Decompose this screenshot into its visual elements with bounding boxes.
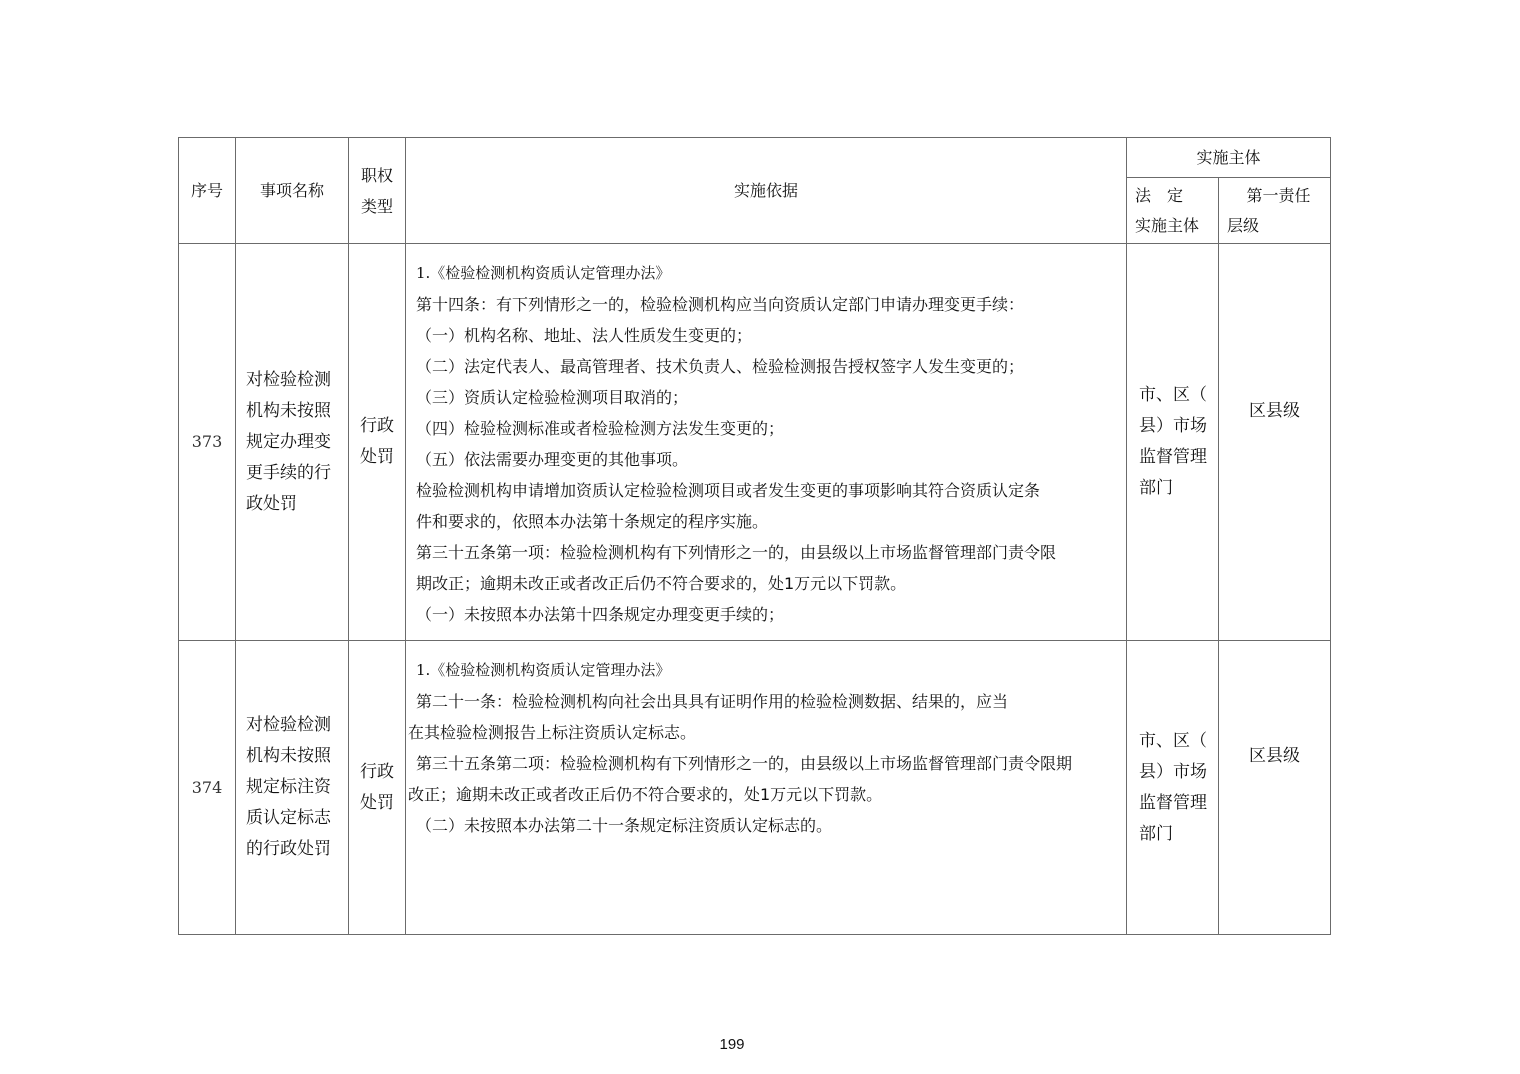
- header-legal-subject: [1127, 178, 1219, 244]
- name-line: 政处罚: [246, 493, 297, 514]
- name-line: 机构未按照: [246, 746, 331, 766]
- type-line: 处罚: [360, 792, 394, 813]
- subject-line: 监督管理: [1139, 447, 1207, 467]
- table-row: [179, 641, 1331, 935]
- subject-line: 县）市场: [1139, 761, 1207, 782]
- row-legal-subject: [1127, 641, 1219, 935]
- level-text: 区县级: [1249, 400, 1300, 421]
- basis-line: 第十四条：有下列情形之一的，检验检测机构应当向资质认定部门申请办理变更手续：: [416, 295, 1025, 314]
- subject-line: 市、区（: [1139, 730, 1207, 751]
- basis-line: （二）未按照本办法第二十一条规定标注资质认定标志的。: [416, 816, 833, 835]
- header-basis-text: 实施依据: [733, 180, 798, 200]
- header-legal-subject-line2: 实施主体: [1135, 215, 1200, 235]
- subject-line: 部门: [1139, 823, 1173, 844]
- basis-line: 在其检验检测报告上标注资质认定标志。: [408, 723, 697, 742]
- name-line: 对检验检测: [246, 369, 331, 390]
- header-power-type: [349, 138, 406, 244]
- name-line: 对检验检测: [246, 715, 331, 735]
- header-power-type-line2: 类型: [360, 196, 393, 216]
- row-first-level: [1219, 641, 1331, 935]
- basis-line: 1.《检验检测机构资质认定管理办法》: [416, 264, 671, 282]
- basis-line: （四）检验检测标准或者检验检测方法发生变更的；: [416, 419, 785, 438]
- header-subject-group-text: 实施主体: [1196, 147, 1261, 167]
- header-basis: [406, 138, 1127, 244]
- row-power-type: [349, 641, 406, 935]
- level-text: 区县级: [1249, 746, 1300, 766]
- name-line: 规定办理变: [246, 431, 331, 452]
- basis-line: （五）依法需要办理变更的其他事项。: [416, 450, 689, 469]
- name-line: 的行政处罚: [246, 839, 331, 859]
- basis-line: 件和要求的，依照本办法第十条规定的程序实施。: [416, 512, 769, 531]
- header-row-1: [179, 138, 1331, 178]
- header-first-level-line1: 第一责任: [1246, 185, 1311, 205]
- header-first-level-line2: 层级: [1227, 215, 1260, 235]
- type-line: 行政: [360, 761, 394, 782]
- header-seq-text: 序号: [190, 180, 223, 200]
- type-line: 处罚: [360, 447, 394, 467]
- subject-line: 监督管理: [1139, 792, 1207, 813]
- basis-line: （一）未按照本办法第十四条规定办理变更手续的；: [416, 605, 785, 624]
- basis-line: 第二十一条：检验检测机构向社会出具具有证明作用的检验检测数据、结果的，应当: [416, 692, 1009, 711]
- basis-line: （三）资质认定检验检测项目取消的；: [416, 388, 689, 407]
- header-legal-subject-line1: 法 定: [1135, 185, 1184, 205]
- subject-line: 县）市场: [1139, 416, 1207, 436]
- name-line: 机构未按照: [246, 400, 331, 421]
- subject-line: 市、区（: [1139, 385, 1207, 405]
- row-first-level: [1219, 244, 1331, 641]
- row-item-name: [236, 641, 349, 935]
- name-line: 规定标注资: [246, 777, 331, 797]
- basis-line: （二）法定代表人、最高管理者、技术负责人、检验检测报告授权签字人发生变更的；: [416, 357, 1025, 376]
- basis-line: 1.《检验检测机构资质认定管理办法》: [416, 661, 671, 679]
- enforcement-items-table: [178, 137, 1331, 935]
- type-line: 行政: [360, 416, 394, 436]
- name-line: 质认定标志: [246, 808, 331, 828]
- header-subject-group: [1127, 138, 1331, 178]
- table-row: [179, 244, 1331, 641]
- subject-line: 部门: [1139, 478, 1173, 498]
- page-number: 199: [719, 1036, 745, 1053]
- basis-line: （一）机构名称、地址、法人性质发生变更的；: [416, 326, 753, 345]
- row-power-type: [349, 244, 406, 641]
- basis-line: 改正；逾期未改正或者改正后仍不符合要求的，处1万元以下罚款。: [408, 785, 883, 804]
- row-legal-subject: [1127, 244, 1219, 641]
- basis-line: 检验检测机构申请增加资质认定检验检测项目或者发生变更的事项影响其符合资质认定条: [416, 481, 1041, 500]
- header-seq: [179, 138, 236, 244]
- header-first-level: [1219, 178, 1331, 244]
- header-item-name-text: 事项名称: [259, 180, 324, 200]
- header-power-type-line1: 职权: [360, 165, 393, 185]
- basis-line: 期改正；逾期未改正或者改正后仍不符合要求的，处1万元以下罚款。: [416, 574, 907, 593]
- row-seq: 373: [179, 244, 236, 641]
- name-line: 更手续的行: [246, 462, 331, 483]
- row-item-name: [236, 244, 349, 641]
- basis-line: 第三十五条第二项：检验检测机构有下列情形之一的，由县级以上市场监督管理部门责令限期: [416, 754, 1073, 773]
- row-basis: [406, 641, 1127, 935]
- row-seq: 374: [179, 641, 236, 935]
- header-item-name: [236, 138, 349, 244]
- row-basis: [406, 244, 1127, 641]
- basis-line: 第三十五条第一项：检验检测机构有下列情形之一的，由县级以上市场监督管理部门责令限: [416, 543, 1057, 562]
